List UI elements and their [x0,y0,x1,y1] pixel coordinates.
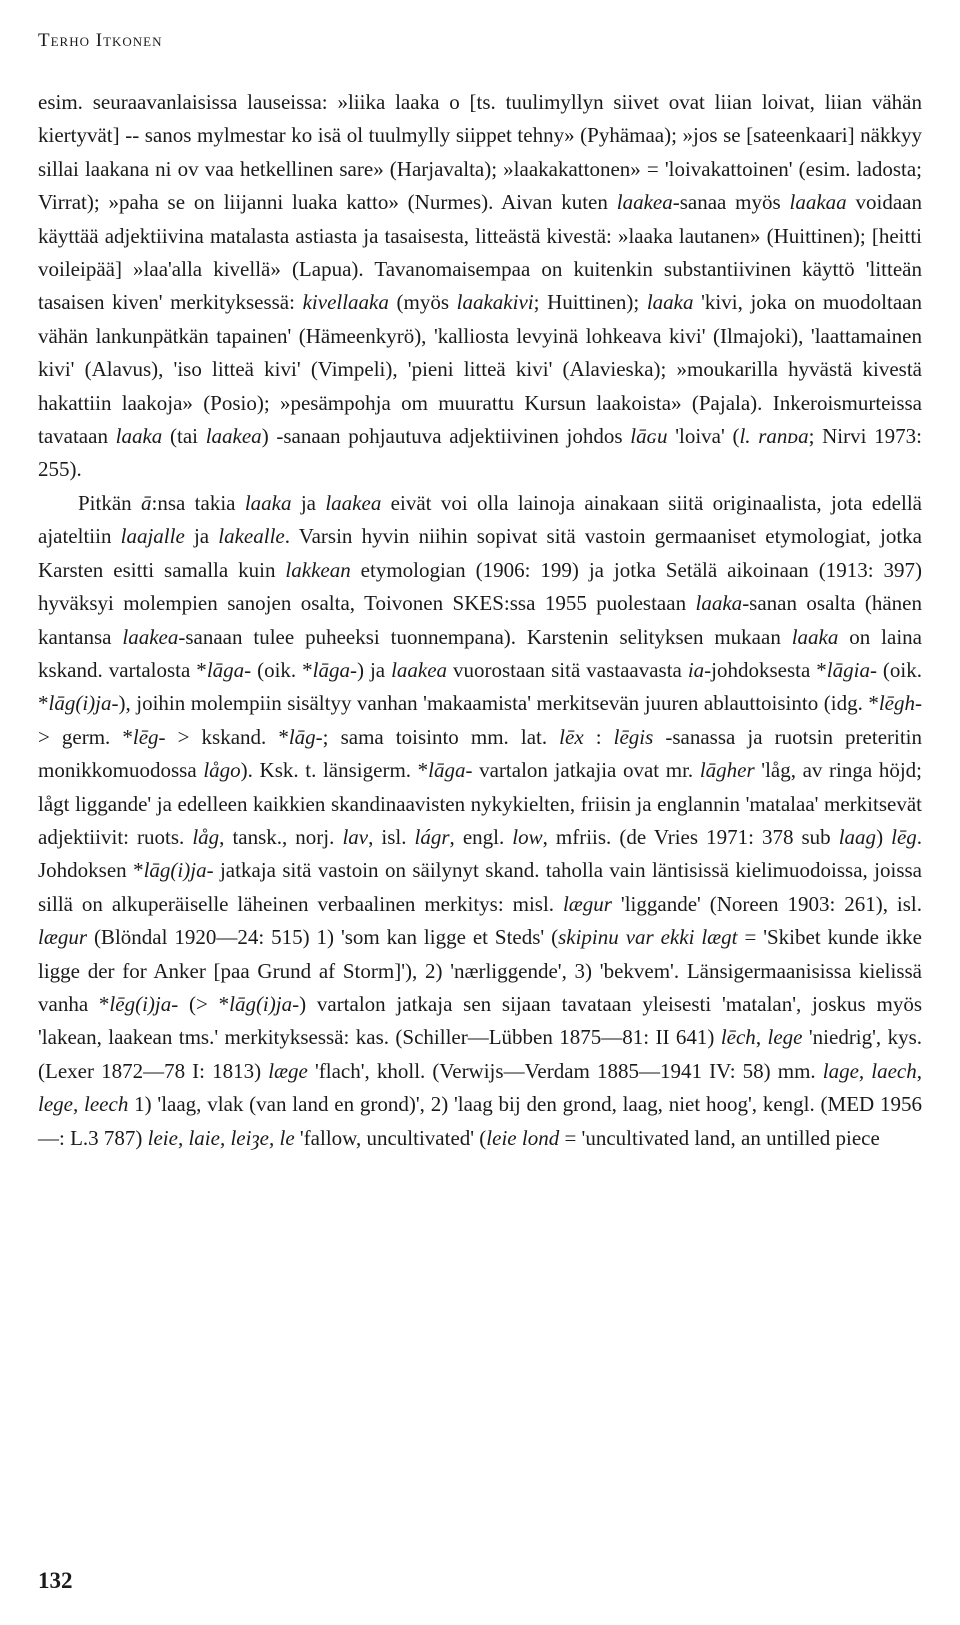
text-run: ) ja [356,657,392,682]
italic-term: lēg- [132,724,166,749]
italic-term: lēgh- [878,691,922,716]
italic-term: laakea [122,624,179,649]
text-run: (oik. * [38,657,923,716]
italic-term: lāg(i)ja- [143,858,214,883]
text-run: -sanan osalta (hänen kantansa [38,591,922,649]
text-run: > germ. * [38,724,133,749]
text-run: -sanassa ja ruotsin preteritin monikkomuodossa [38,724,923,783]
italic-term: lāɢu [630,424,668,449]
text-run: = 'Skibet kunde ikke ligge der for Anker [paa Grund af Storm]'), 2) 'nærliggende', 3) 'bekvem'. Länsigermaanisissa kielissä vanha * [38,925,922,1016]
text-run: , mfriis. (de Vries 1971: 378 sub [542,824,839,849]
text-run: , engl. [449,824,513,849]
text-run: ja [184,524,219,549]
text-run: etymologian (1906: 199) ja jotka Setälä aikoinaan (1913: 397) hyväksyi molempien sanojen osalta, Toivonen SKES:ssa 1955 puolestaan [38,557,922,616]
text-run: , [755,1025,768,1050]
text-run: 'liggande' (Noreen 1903: 261), isl. [611,891,922,916]
text-run: ; Nirvi 1973: 255). [38,424,922,482]
italic-term: lægur [562,891,612,916]
text-run: 1) 'laag, vlak (van land en grond)', 2) 'laag bij den grond, laag, niet hoog', kengl. (MED 1956—: L.3 787) [38,1092,922,1150]
italic-term: læge [268,1058,308,1083]
text-run: vuorostaan sitä vastaavasta [447,657,688,682]
text-run: ). Ksk. t. länsigerm. * [240,758,429,783]
text-run: 'fallow, uncultivated' ( [294,1125,487,1150]
body-text [38,86,922,1155]
italic-term: lav [342,824,369,849]
italic-term: lakkean [285,557,351,582]
text-run: jatkaja sitä vastoin on säilynyt skand. taholla vain läntisissä kielimuodoissa, joissa sillä on alkuperäiselle läheinen verbaalinen merkitys: misl. [38,858,923,916]
italic-term: laaka [244,490,292,515]
italic-term: lāg- [288,724,323,749]
text-run: ) [876,824,892,849]
italic-term: lēx [559,724,584,749]
text-run: Pitkän [78,490,142,515]
paragraph [38,86,922,487]
italic-term: lāga- [206,657,252,682]
text-run: :nsa takia [151,490,245,515]
italic-term: lāgia- [826,657,877,682]
italic-term: lēg [891,824,917,849]
text-run: ) -sanaan pohjautuva adjektiivinen johdos [261,424,631,449]
text-run: -sanaa myös [672,190,790,215]
italic-term: laaka [115,424,163,449]
page-number: 132 [38,1568,73,1593]
italic-term: lege [767,1025,803,1050]
text-run: ; Huittinen); [533,290,647,315]
italic-term: lægur [38,925,88,950]
italic-term: lāga- [312,657,357,682]
text-run: ), joihin molempiin sisältyy vanhan 'makaamista' merkitsevän juuren ablauttoisinto (idg. * [118,691,879,716]
text-run: esim. seuraavanlaisissa lauseissa: »liika laaka o [ts. tuulimyllyn siivet ovat liian loivat, liian vähän kiertyvät] -- sanos mylmestar ko isä ol tuulmylly siippet tehny» (Pyhämaa); »jos se [sateenkaari] näkkyy sillai laakana ni ov vaa hetkellinen sare» (Harjavalta); »laakakattonen» = 'loivakattoinen' (esim. ladosta; Virrat); »paha se on liijanni luaka katto» (Nurmes). Aivan kuten [38,90,922,215]
text-run: -sanaan tulee puheeksi tuonnempana). Karstenin selityksen mukaan [178,624,792,649]
text-run: 'niedrig', kys. (Lexer 1872—78 I: 1813) [38,1025,923,1083]
text-run: (> * [178,991,230,1016]
running-head: Terho Itkonen [38,30,163,51]
text-run: , isl. [368,824,415,849]
text-run: eivät voi olla lainoja ainakaan siitä originaalista, jota edellä ajateltiin [38,490,922,549]
text-run: (Blöndal 1920—24: 515) 1) 'som kan ligge et Steds' ( [87,925,559,950]
text-run: -johdoksesta * [704,657,827,682]
text-run: (oik. * [251,657,313,682]
italic-term: lage, laech, lege, leech [38,1058,923,1117]
italic-term: laaka [791,624,839,649]
italic-term: lāga- [428,758,473,783]
italic-term: low [512,824,543,849]
text-run: . Johdoksen * [38,824,923,883]
text-run: (myös [388,290,457,315]
italic-term: leie, laie, leiȝe, le [147,1125,295,1150]
italic-term: laakakivi [456,290,534,315]
italic-term: ā [141,490,152,515]
text-run: : [583,724,614,749]
italic-term: laaka [695,591,743,616]
text-run: . Varsin hyvin niihin sopivat sitä vastoin germaaniset etymologiat, jotka Karsten esitti samalla kuin [38,524,922,582]
italic-term: l. ranᴅa [739,424,809,449]
italic-term: lāgher [699,758,755,783]
italic-term: laakaa [789,190,847,215]
text-run: > kskand. * [165,724,289,749]
italic-term: laakea [391,657,448,682]
italic-term: lēg(i)ja- [109,991,179,1016]
text-run: vartalon jatkajia ovat mr. [472,758,700,783]
italic-term: lāg(i)ja- [48,691,119,716]
italic-term: laajalle [120,524,185,549]
italic-term: skipinu var ekki lægt [558,925,738,950]
italic-term: laaka [646,290,694,315]
text-run: 'kivi, joka on muodoltaan vähän lankunpätkän tapainen' (Hämeenkyrö), 'kalliosta levyinä lohkeava kivi' (Ilmajoki), 'laattamainen kivi' (Alavus), 'iso litteä kivi' (Vimpeli), 'pieni litteä kivi' (Alavieska); »moukarilla hyvästä kivestä hakattiin laakoja» (Posio); »pesämpohja om muurattu Kursun laakoista» (Pajala). Inkeroismurteissa tavataan [38,290,922,449]
text-run: , tansk., norj. [219,824,343,849]
text-run: 'flach', kholl. (Verwijs—Verdam 1885—1941 IV: 58) mm. [307,1058,823,1083]
italic-term: laakea [325,490,382,515]
italic-term: låg [192,824,220,849]
text-run: ) vartalon jatkaja sen sijaan tavataan yleisesti 'matalan', joskus myös 'lakean, laakean tms.' merkityksessä: kas. (Schiller—Lübben 1875—81: II 641) [38,991,922,1050]
italic-term: lágr [414,824,450,849]
italic-term: ia [687,657,705,682]
italic-term: lēch [720,1025,756,1050]
italic-term: lēgis [613,724,654,749]
text-run: on laina kskand. vartalosta * [38,624,922,682]
italic-term: laakea [616,190,673,215]
italic-term: laakea [205,424,262,449]
text-run: (tai [162,424,206,449]
italic-term: laag [838,824,877,849]
italic-term: lāg(i)ja- [229,991,300,1016]
italic-term: leie lond [486,1125,560,1150]
text-run: voidaan käyttää adjektiivina matalasta astiasta ja tasaisesta, litteästä kivestä: »laaka lautanen» (Huittinen); [heitti voileipää] »laa'alla kivellä» (Lapua). Tavanomaisempaa on kuitenkin substantiivinen käyttö 'litteän tasaisen kiven' merkityksessä: [38,190,923,315]
text-run: 'låg, av ringa höjd; lågt liggande' ja edelleen kaikkien skandinaavisten nykykielten, friisin ja englannin 'matalaa' merkitsevät adjektiivit: ruots. [38,758,923,849]
text-run: = 'uncultivated land, an untilled piece [559,1125,880,1150]
text-run: ; sama toisinto mm. lat. [322,724,560,749]
italic-term: lågo [203,758,241,783]
text-run: ja [291,490,326,515]
italic-term: kivellaaka [302,290,389,315]
italic-term: lakealle [218,524,285,549]
paragraph [38,487,922,1155]
text-run: 'loiva' ( [667,424,740,449]
